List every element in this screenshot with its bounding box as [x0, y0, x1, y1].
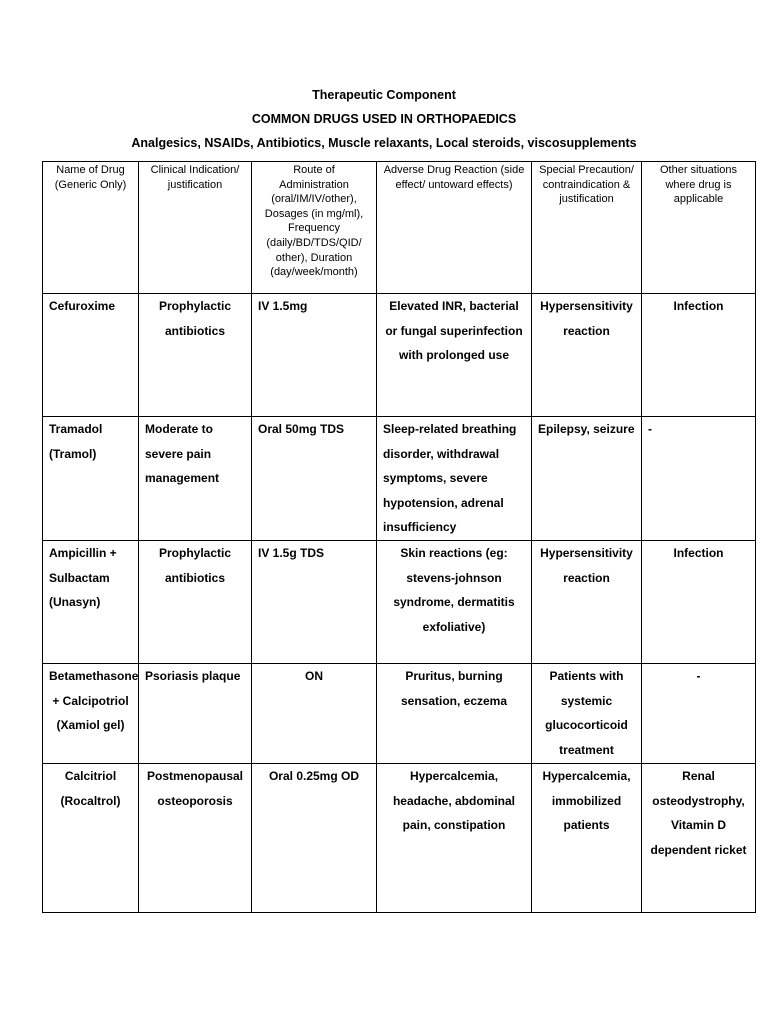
cell-indication: Psoriasis plaque: [139, 664, 252, 764]
cell-route: Oral 0.25mg OD: [252, 764, 377, 913]
cell-indication: Prophylactic antibiotics: [139, 541, 252, 664]
cell-other-situations: -: [642, 664, 756, 764]
cell-other-situations: Infection: [642, 541, 756, 664]
cell-route: Oral 50mg TDS: [252, 417, 377, 541]
cell-route: IV 1.5g TDS: [252, 541, 377, 664]
title-drug-categories: Analgesics, NSAIDs, Antibiotics, Muscle relaxants, Local steroids, viscosupplements: [131, 136, 637, 150]
cell-drug-name: Cefuroxime: [43, 294, 139, 417]
cell-adverse-reaction: Hypercalcemia, headache, abdominal pain, constipation: [377, 764, 532, 913]
table-row: [43, 664, 756, 764]
cell-indication: Moderate to severe pain management: [139, 417, 252, 541]
table-row: [43, 541, 756, 664]
table-header-row: [43, 162, 756, 294]
cell-precaution: Hypersensitivity reaction: [532, 541, 642, 664]
title-therapeutic-component: Therapeutic Component: [312, 88, 456, 102]
header-route-of-administration: Route of Administration (oral/IM/IV/other), Dosages (in mg/ml), Frequency (daily/BD/TDS/QID/ other), Duration (day/week/month): [252, 162, 377, 294]
cell-precaution: Epilepsy, seizure: [532, 417, 642, 541]
table-row: [43, 764, 756, 913]
header-other-situations: Other situations where drug is applicable: [642, 162, 756, 294]
cell-drug-name: Ampicillin + Sulbactam (Unasyn): [43, 541, 139, 664]
cell-other-situations: -: [642, 417, 756, 541]
cell-adverse-reaction: Elevated INR, bacterial or fungal superinfection with prolonged use: [377, 294, 532, 417]
cell-precaution: Hypercalcemia, immobilized patients: [532, 764, 642, 913]
cell-precaution: Hypersensitivity reaction: [532, 294, 642, 417]
cell-route: ON: [252, 664, 377, 764]
drugs-table: [42, 161, 756, 913]
cell-drug-name: Betamethasone + Calcipotriol (Xamiol gel): [43, 664, 139, 764]
header-special-precaution: Special Precaution/ contraindication & justification: [532, 162, 642, 294]
cell-drug-name: Tramadol (Tramol): [43, 417, 139, 541]
cell-drug-name: Calcitriol (Rocaltrol): [43, 764, 139, 913]
cell-indication: Prophylactic antibiotics: [139, 294, 252, 417]
header-adverse-drug-reaction: Adverse Drug Reaction (side effect/ untoward effects): [377, 162, 532, 294]
cell-route: IV 1.5mg: [252, 294, 377, 417]
table-row: [43, 294, 756, 417]
title-common-drugs: COMMON DRUGS USED IN ORTHOPAEDICS: [251, 112, 517, 126]
document-titles: [0, 86, 768, 158]
cell-indication: Postmenopausal osteoporosis: [139, 764, 252, 913]
cell-adverse-reaction: Skin reactions (eg: stevens-johnson syndrome, dermatitis exfoliative): [377, 541, 532, 664]
cell-other-situations: Renal osteodystrophy, Vitamin D dependent ricket: [642, 764, 756, 913]
table-row: [43, 417, 756, 541]
header-clinical-indication: Clinical Indication/ justification: [139, 162, 252, 294]
header-name-of-drug: Name of Drug (Generic Only): [43, 162, 139, 294]
cell-precaution: Patients with systemic glucocorticoid treatment: [532, 664, 642, 764]
cell-other-situations: Infection: [642, 294, 756, 417]
cell-adverse-reaction: Sleep-related breathing disorder, withdrawal symptoms, severe hypotension, adrenal insufficiency: [377, 417, 532, 541]
cell-adverse-reaction: Pruritus, burning sensation, eczema: [377, 664, 532, 764]
